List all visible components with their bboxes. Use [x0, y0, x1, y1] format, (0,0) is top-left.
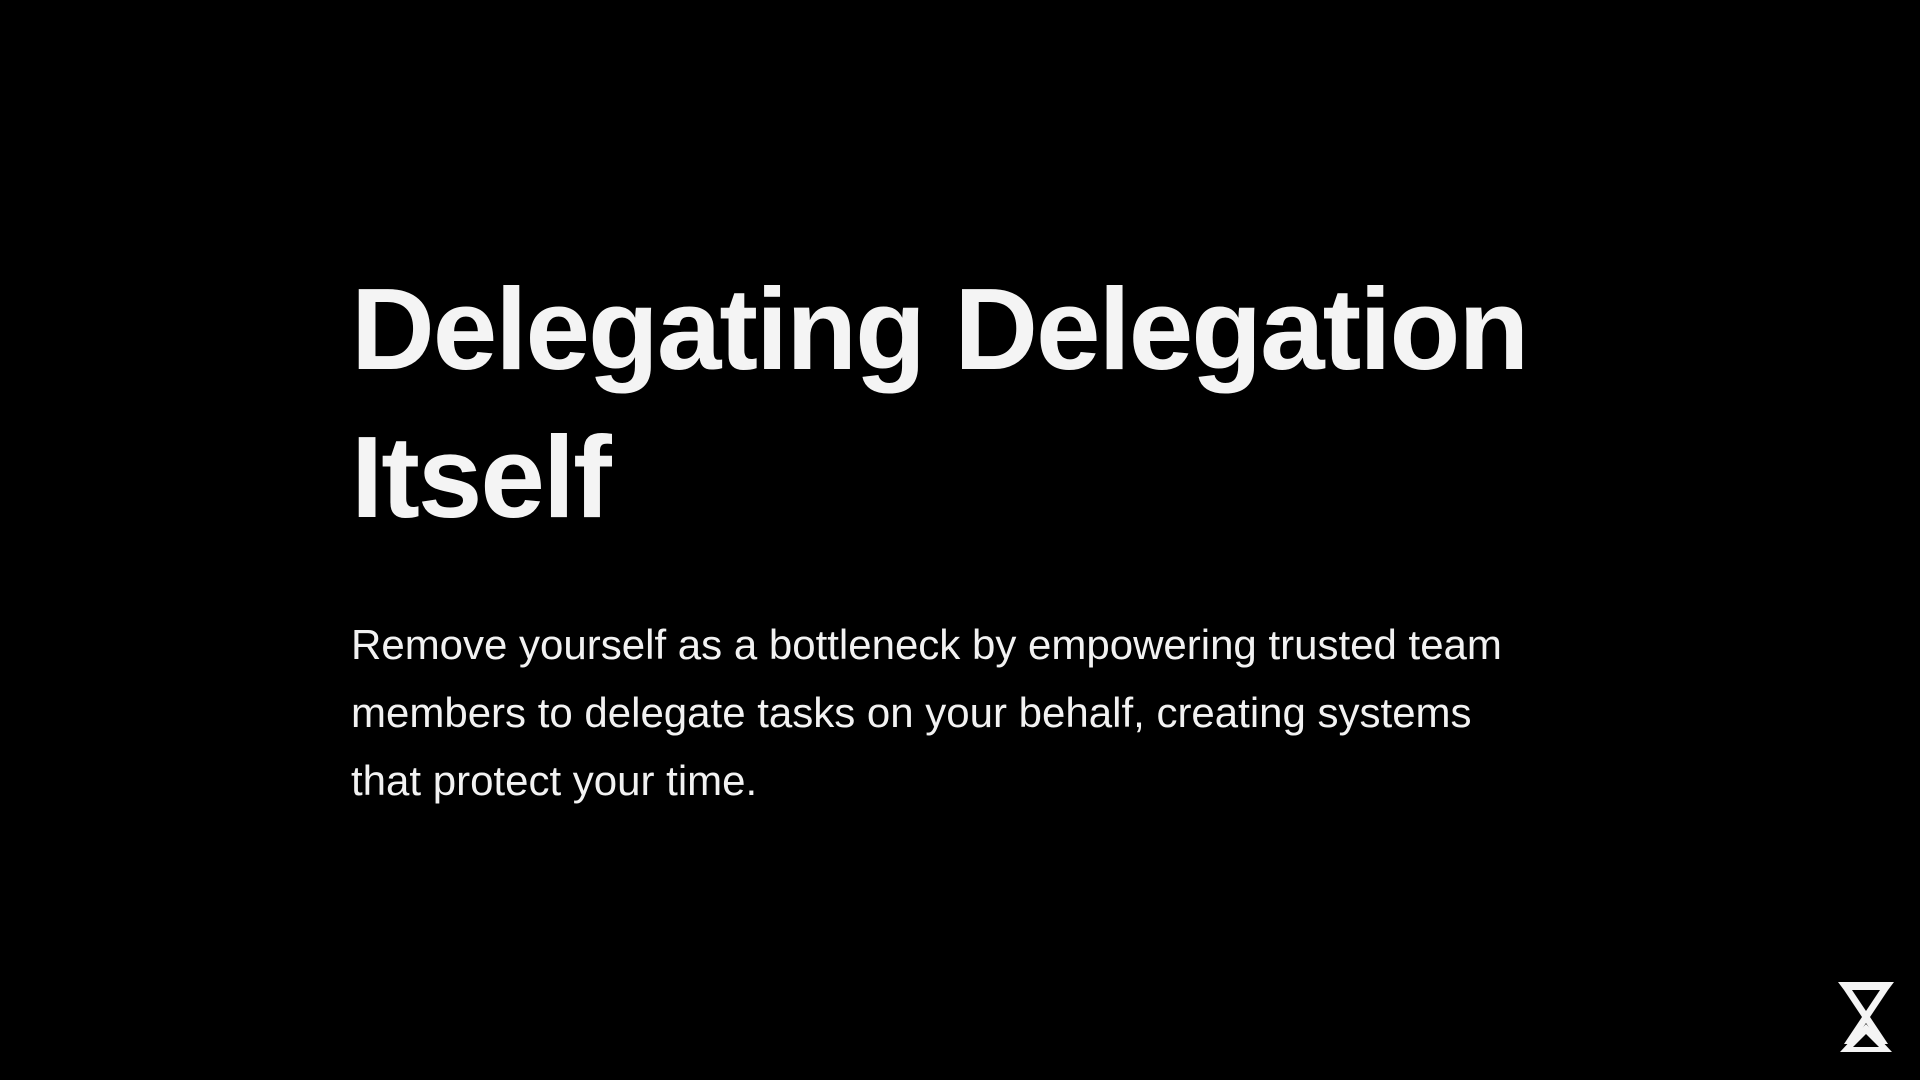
slide-title: Delegating Delegation Itself — [351, 264, 1528, 542]
hourglass-x-logo-icon — [1836, 980, 1896, 1054]
slide-content — [351, 255, 1571, 815]
slide-subtitle: Remove yourself as a bottleneck by empowering trusted team members to delegate tasks on your behalf, creating systems that protect your time. — [351, 621, 1502, 804]
